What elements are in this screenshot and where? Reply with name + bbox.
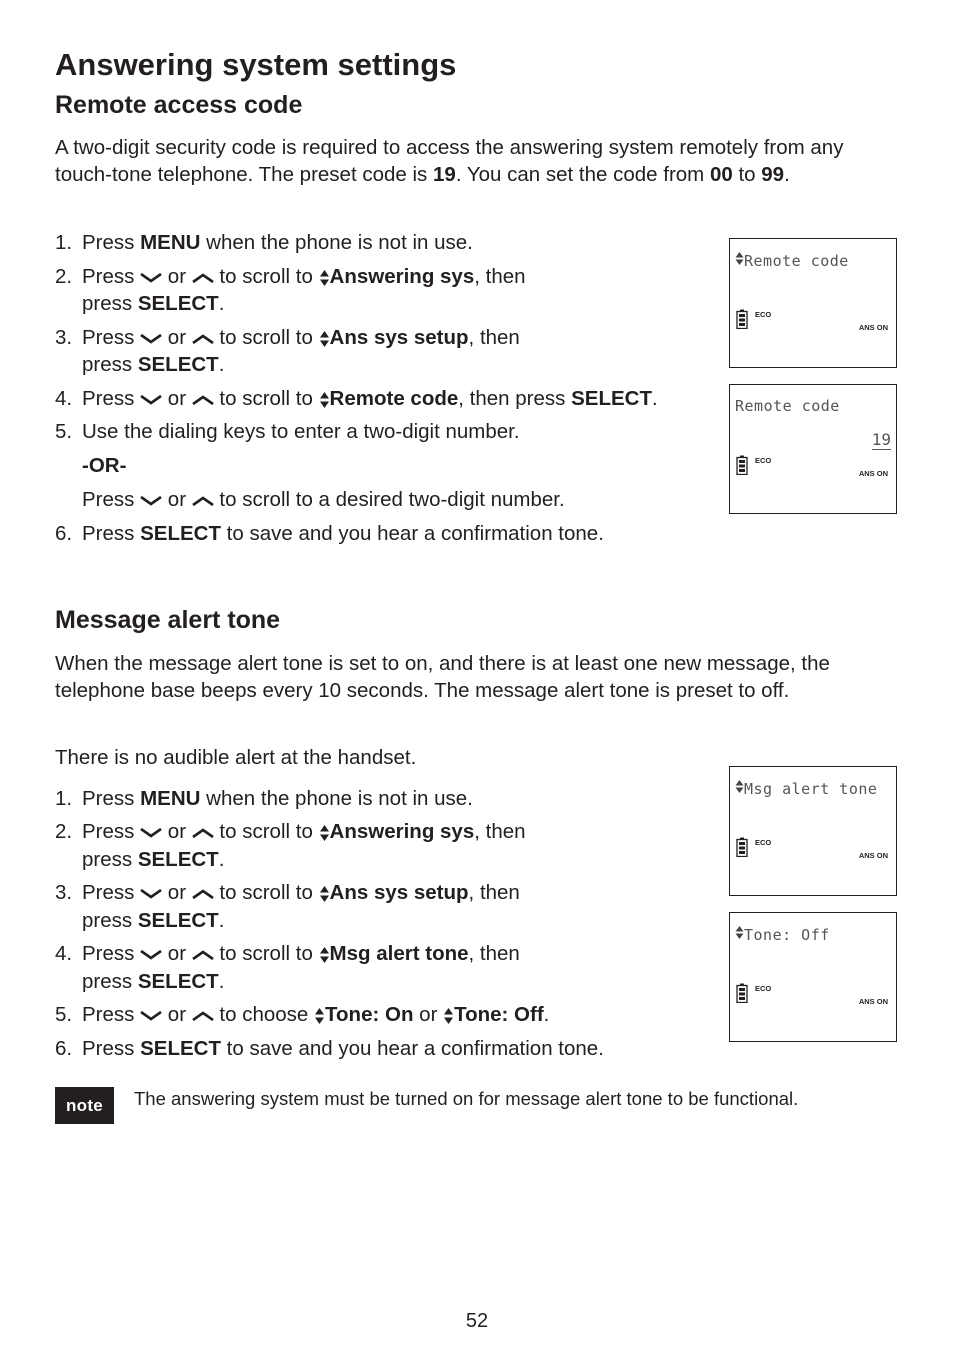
chevron-up-icon xyxy=(192,888,214,900)
eco-indicator: ECO xyxy=(755,310,772,319)
chevron-down-icon xyxy=(140,1010,162,1022)
section-heading-message-alert-tone: Message alert tone xyxy=(55,606,281,634)
eco-indicator: ECO xyxy=(755,456,772,465)
note-text: The answering system must be turned on for message alert tone to be functional. xyxy=(134,1088,799,1109)
up-down-arrow-icon xyxy=(314,1007,325,1025)
remote-step-5: 5. Use the dialing keys to enter a two-digit number. xyxy=(55,420,520,443)
ans-on-indicator: ANS ON xyxy=(858,323,888,332)
up-down-arrow-icon xyxy=(735,925,744,944)
note-badge: note xyxy=(55,1087,114,1124)
chevron-up-icon xyxy=(192,394,214,406)
remote-step-3-cont: press SELECT. xyxy=(82,353,225,376)
battery-icon xyxy=(736,983,748,1008)
ans-on-indicator: ANS ON xyxy=(858,469,888,478)
remote-step-6: 6. Press SELECT to save and you hear a confirmation tone. xyxy=(55,522,604,545)
chevron-up-icon xyxy=(192,1010,214,1022)
chevron-up-icon xyxy=(192,272,214,284)
eco-indicator: ECO xyxy=(755,984,772,993)
chevron-down-icon xyxy=(140,272,162,284)
chevron-down-icon xyxy=(140,949,162,961)
lcd-code-value: 19 xyxy=(871,430,891,449)
alert-intro: When the message alert tone is set to on, and there is at least one new message, the telephone base beeps every 10 seconds. The message alert tone is preset to off. xyxy=(55,652,830,702)
remote-step-5-alt: Press or to scroll to a desired two-digit number. xyxy=(82,488,565,511)
alert-step-2: 2. Press or to scroll to Answering sys, then xyxy=(55,820,526,843)
alert-step-1: 1. Press MENU when the phone is not in use. xyxy=(55,787,473,810)
remote-step-1: 1. Press MENU when the phone is not in use. xyxy=(55,231,473,254)
lcd-screen-remote-code-entry xyxy=(729,384,897,514)
chevron-down-icon xyxy=(140,394,162,406)
alert-step-3-cont: press SELECT. xyxy=(82,909,225,932)
alert-step-2-cont: press SELECT. xyxy=(82,848,225,871)
lcd-line: Remote code xyxy=(735,397,840,415)
page-number: 52 xyxy=(465,1310,489,1332)
remote-step-2-cont: press SELECT. xyxy=(82,292,225,315)
eco-indicator: ECO xyxy=(755,838,772,847)
up-down-arrow-icon xyxy=(319,330,330,348)
battery-icon xyxy=(736,309,748,334)
alert-step-3: 3. Press or to scroll to Ans sys setup, then xyxy=(55,881,520,904)
remote-step-2: 2. Press or to scroll to Answering sys, then xyxy=(55,265,526,288)
up-down-arrow-icon xyxy=(443,1007,454,1025)
chevron-up-icon xyxy=(192,827,214,839)
battery-icon xyxy=(736,455,748,480)
chevron-up-icon xyxy=(192,495,214,507)
up-down-arrow-icon xyxy=(319,269,330,287)
up-down-arrow-icon xyxy=(319,885,330,903)
ans-on-indicator: ANS ON xyxy=(858,997,888,1006)
alert-step-4-cont: press SELECT. xyxy=(82,970,225,993)
remote-step-4: 4. Press or to scroll to Remote code, then press SELECT. xyxy=(55,387,658,410)
battery-icon xyxy=(736,837,748,862)
lcd-line: Remote code xyxy=(735,251,849,270)
section-heading-remote-access-code: Remote access code xyxy=(55,91,303,119)
up-down-arrow-icon xyxy=(319,946,330,964)
up-down-arrow-icon xyxy=(735,779,744,798)
chevron-up-icon xyxy=(192,949,214,961)
remote-intro: A two-digit security code is required to access the answering system remotely from any touch-tone telephone. The preset code is 19. You can set the code from 00 to 99. xyxy=(55,136,844,186)
chevron-down-icon xyxy=(140,333,162,345)
alert-intro-handset: There is no audible alert at the handset. xyxy=(55,746,417,769)
lcd-screen-remote-code-menu xyxy=(729,238,897,368)
chevron-down-icon xyxy=(140,888,162,900)
up-down-arrow-icon xyxy=(735,251,744,270)
page-title: Answering system settings xyxy=(55,47,457,82)
remote-step-5-or: -OR- xyxy=(82,454,127,477)
lcd-line: Msg alert tone xyxy=(735,779,877,798)
remote-step-3: 3. Press or to scroll to Ans sys setup, then xyxy=(55,326,520,349)
chevron-down-icon xyxy=(140,495,162,507)
lcd-line: Tone: Off xyxy=(735,925,830,944)
lcd-screen-tone-off xyxy=(729,912,897,1042)
chevron-down-icon xyxy=(140,827,162,839)
alert-step-6: 6. Press SELECT to save and you hear a confirmation tone. xyxy=(55,1037,604,1060)
chevron-up-icon xyxy=(192,333,214,345)
up-down-arrow-icon xyxy=(319,391,330,409)
up-down-arrow-icon xyxy=(319,824,330,842)
alert-step-4: 4. Press or to scroll to Msg alert tone, then xyxy=(55,942,520,965)
alert-step-5: 5. Press or to choose Tone: On or Tone: Off. xyxy=(55,1003,550,1026)
lcd-screen-msg-alert-tone xyxy=(729,766,897,896)
ans-on-indicator: ANS ON xyxy=(858,851,888,860)
